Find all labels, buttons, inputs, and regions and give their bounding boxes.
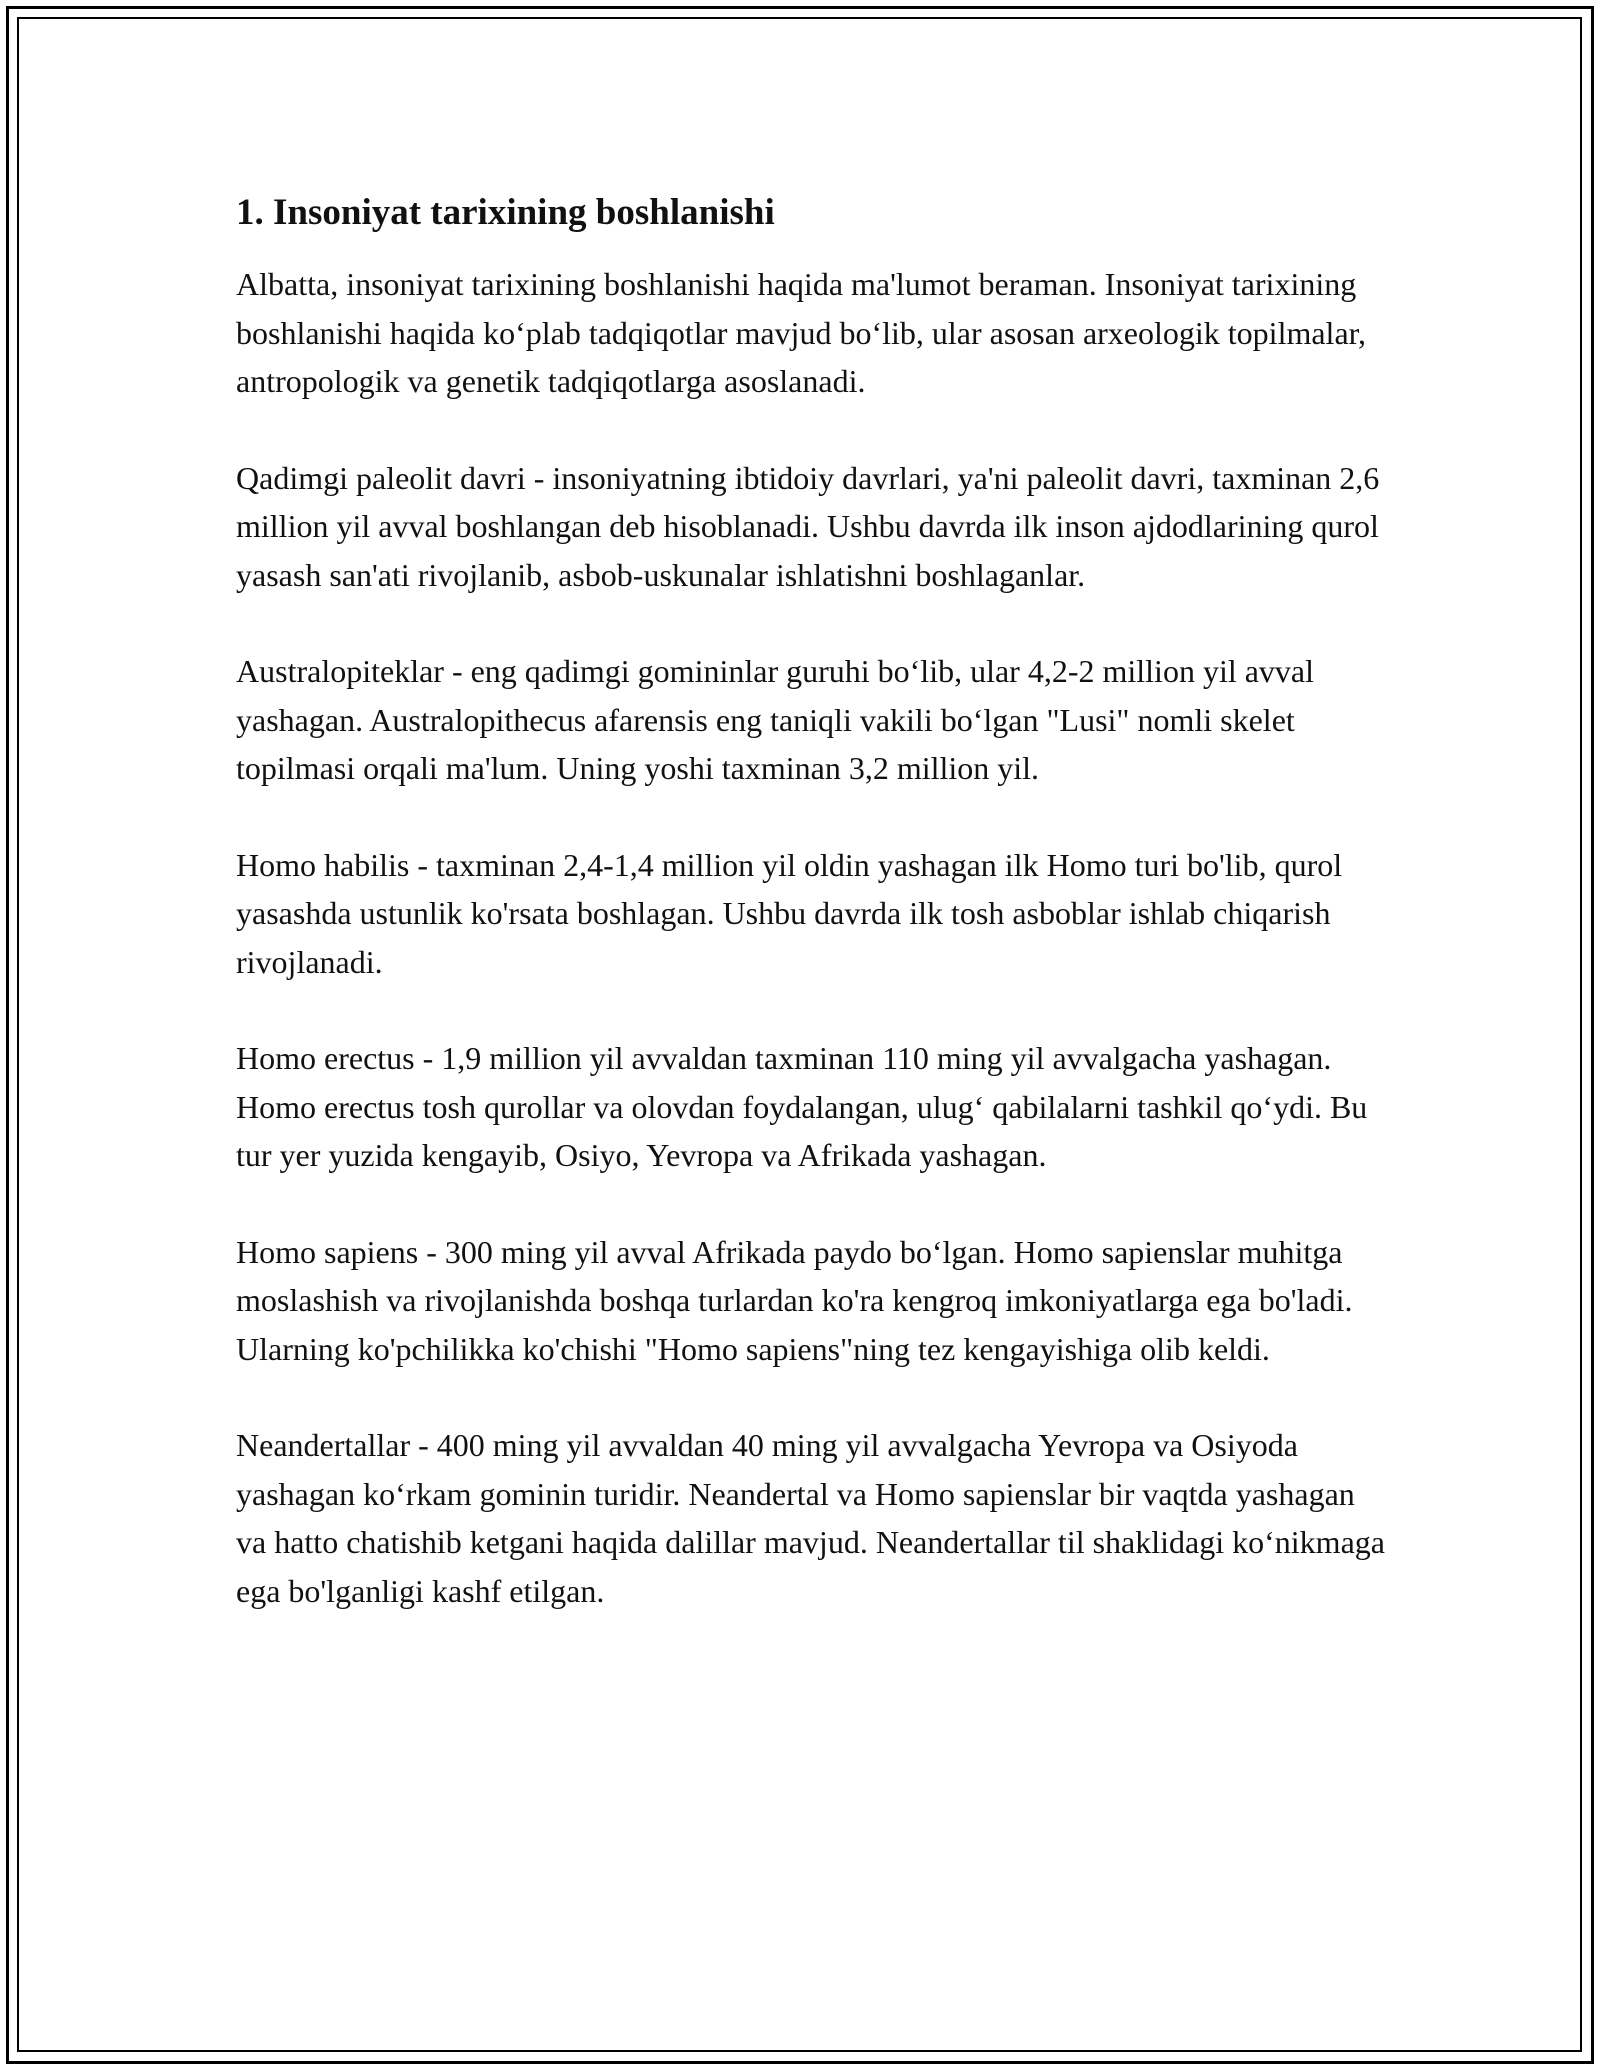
paragraph-intro: Albatta, insoniyat tarixining boshlanishi haqida ma'lumot beraman. Insoniyat tarixining boshlanishi haqida ko‘plab tadqiqotlar mavjud bo‘lib, ular asosan arxeologik topilmalar, antropologik va genetik tadqiqotlarga asoslanadi. bbox=[236, 266, 1367, 399]
section-heading: 1. Insoniyat tarixining boshlanishi bbox=[236, 192, 775, 233]
paragraph-paleolithic: Qadimgi paleolit davri - insoniyatning ibtidoiy davrlari, ya'ni paleolit davri, taxminan 2,6 million yil avval boshlangan deb hisoblanadi. Ushbu davrda ilk inson ajdodlarining qurol yasash san'ati rivojlanib, asbob-uskunalar ishlatishni boshlaganlar. bbox=[236, 459, 1380, 593]
paragraph-neanderthals: Neandertallar - 400 ming yil avvaldan 40 ming yil avvalgacha Yevropa va Osiyoda yashagan ko‘rkam gominin turidir. Neandertal va Homo sapienslar bir vaqtda yashagan va hatto chatishib ketgani haqida dalillar mavjud. Neandertallar til shaklidagi ko‘nikmaga ega bo'lganligi kashf etilgan. bbox=[236, 1427, 1385, 1609]
paragraph-australopithecines: Australopiteklar - eng qadimgi gomininlar guruhi bo‘lib, ular 4,2-2 million yil avval yashagan. Australopithecus afarensis eng taniqli vakili bo‘lgan "Lusi" nomli skelet topilmasi orqali ma'lum. Uning yoshi taxminan 3,2 million yil. bbox=[236, 653, 1315, 786]
paragraph-homo-erectus: Homo erectus - 1,9 million yil avvaldan taxminan 110 ming yil avvalgacha yashagan. Homo erectus tosh qurollar va olovdan foydalangan, ulug‘ qabilalarni tashkil qo‘ydi. Bu tur yer yuzida kengayib, Osiyo, Yevropa va Afrikada yashagan. bbox=[236, 1040, 1368, 1173]
paragraph-homo-habilis: Homo habilis - taxminan 2,4-1,4 million yil oldin yashagan ilk Homo turi bo'lib, qurol yasashda ustunlik ko'rsata boshlagan. Ushbu davrda ilk tosh asboblar ishlab chiqarish rivojlanadi. bbox=[236, 846, 1343, 980]
paragraph-homo-sapiens: Homo sapiens - 300 ming yil avval Afrikada paydo bo‘lgan. Homo sapienslar muhitga moslashish va rivojlanishda boshqa turlardan ko'ra kengroq imkoniyatlarga ega bo'ladi. Ularning ko'pchilikka ko'chishi "Homo sapiens"ning tez kengayishiga olib keldi. bbox=[236, 1233, 1353, 1367]
document-body bbox=[236, 186, 1386, 1663]
